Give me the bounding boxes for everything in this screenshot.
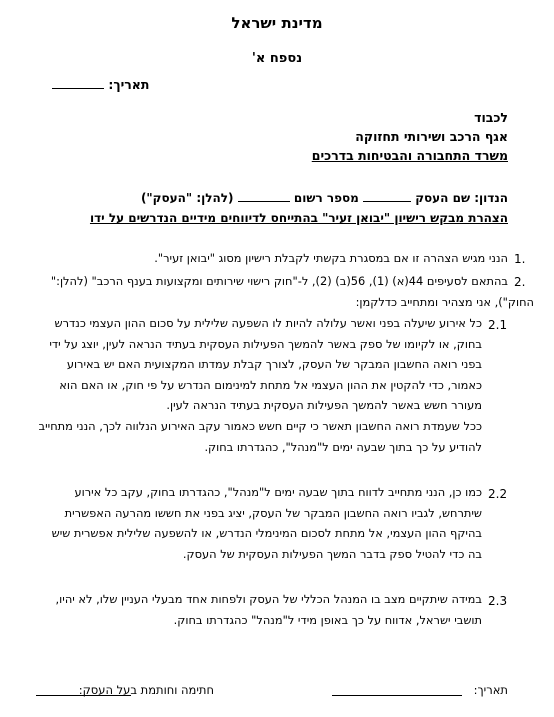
item-2-2-number: 2.2: [488, 487, 508, 501]
item-2-1-paragraph-2: ככל שעמדת רואה החשבון תאשר כי קיים חשש כאמור עקב האירוע הנלווה לכך, הנני מתחייב להודיע על כך בתוך שבעה ימים ל"מנהל", כהגדרתו בחוק.: [38, 419, 482, 454]
top-date-label: תאריך:: [108, 77, 150, 92]
subject-hereinafter: (להלן: "העסק"): [140, 191, 234, 205]
subject-prefix: הנדון: שם העסק: [415, 191, 508, 205]
top-date: [52, 76, 149, 92]
footer-date-line[interactable]: [332, 694, 462, 696]
addressee-to: לכבוד: [474, 110, 508, 125]
item-2-2-text: כמו כן, הנני מתחייב לדווח בתוך שבעה ימים ל"מנהל", כהגדרתו בחוק, עקב כל אירוע שיתרחש, לגביו רואה החשבון המבקר של העסק, יציג בפני את חששו מהרעה האפשרית בהיקף ההון העצמי, אל מתחת לסכום המינימלי הנדרש, או להשפעה שלילית אפשרית שיש בה כדי להטיל ספק בדבר המשך הפעילות העסקית של העסק.: [51, 485, 482, 561]
item-2-1-paragraph-1: כל אירוע שיעלה בפני ואשר עלולה להיות לו השפעה שלילית על סכום ההון העצמי כנדרש בחוק, או לקיומו של ספק באשר להמשך הפעילות העסקית בעתיד הנראה לעין, יוצג על ידי בפני רואה החשבון המבקר של העסק, לצורך קבלת עמדתו המקצועית האם יש באירוע כאמור, כדי להקטין את ההון העצמי אל מתחת למינימום הנדרש על פי חוק, או האם הוא מעורר חשש באשר להמשך הפעילות העסקית בעתיד הנראה לעין.: [49, 316, 482, 413]
item-2-3-line-2: תושבי ישראל, אדווח על כך באופן מידי ל"מנהל" כהגדרתו בחוק.: [173, 613, 482, 627]
footer-signature-line[interactable]: [36, 694, 131, 696]
business-name-blank[interactable]: [363, 190, 411, 202]
addressee-ministry: משרד התחבורה והבטיחות בדרכים: [311, 148, 508, 163]
item-1-text: הנני מגיש הצהרה זו אם במסגרת בקשתי לקבלת רישיון מסוג "יבואן זעיר".: [154, 251, 508, 265]
addressee-department: אגף הרכב ושירותי תחזוקה: [355, 129, 508, 144]
page-title: מדינת ישראל: [231, 14, 323, 32]
item-2-3-number: 2.3: [488, 594, 508, 608]
subject-declaration: הצהרת מבקש רישיון "יבואן זעיר" בהתייחס לדיווחים מידיים הנדרשים על ידו: [89, 211, 508, 225]
top-date-blank[interactable]: [52, 76, 104, 89]
item-2-line-2: החוק"), אני מצהיר ומתחייב כדלקמן:: [355, 295, 534, 309]
subject-line: [141, 190, 508, 205]
reg-number-blank[interactable]: [238, 190, 290, 202]
item-2-3-line-1: במידה שיתקיים מצב בו המנהל הכללי של העסק ולפחות אחד מבעלי העניין שלו, לא יהיו,: [55, 592, 482, 606]
item-2-1-number: 2.1: [488, 318, 508, 332]
item-2-line-1: בהתאם לסעיפים 44(א) (1), 56(ב) (2), ל-"חוק רישוי שירותים ומקצועות בענף הרכב" (להלן:": [50, 274, 508, 288]
footer-signature-label: חתימה וחותמת בעל העסק:: [78, 683, 214, 697]
item-2-number: 2.: [514, 275, 526, 289]
subject-reg-number: מספר רשום: [293, 191, 359, 205]
item-1-number: 1.: [514, 252, 526, 266]
footer-date-label: תאריך:: [473, 683, 508, 697]
page-subtitle: נספח א': [251, 51, 303, 66]
